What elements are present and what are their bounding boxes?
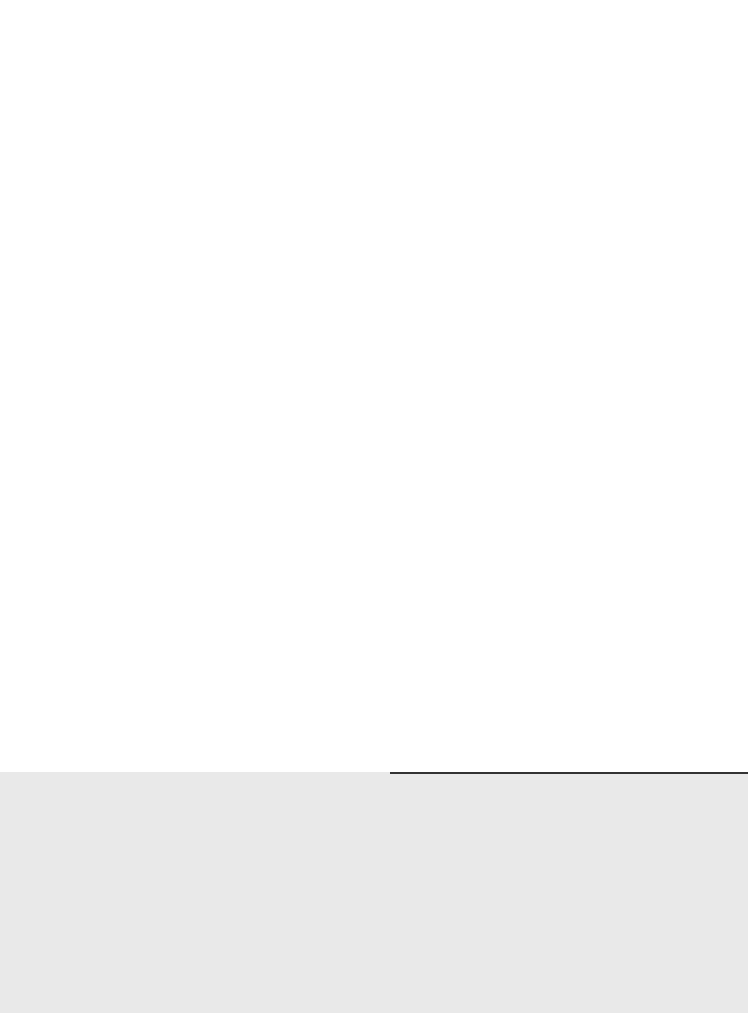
table-top-border xyxy=(390,772,748,774)
draw-result-row xyxy=(8,592,748,642)
history-table xyxy=(0,772,748,1013)
